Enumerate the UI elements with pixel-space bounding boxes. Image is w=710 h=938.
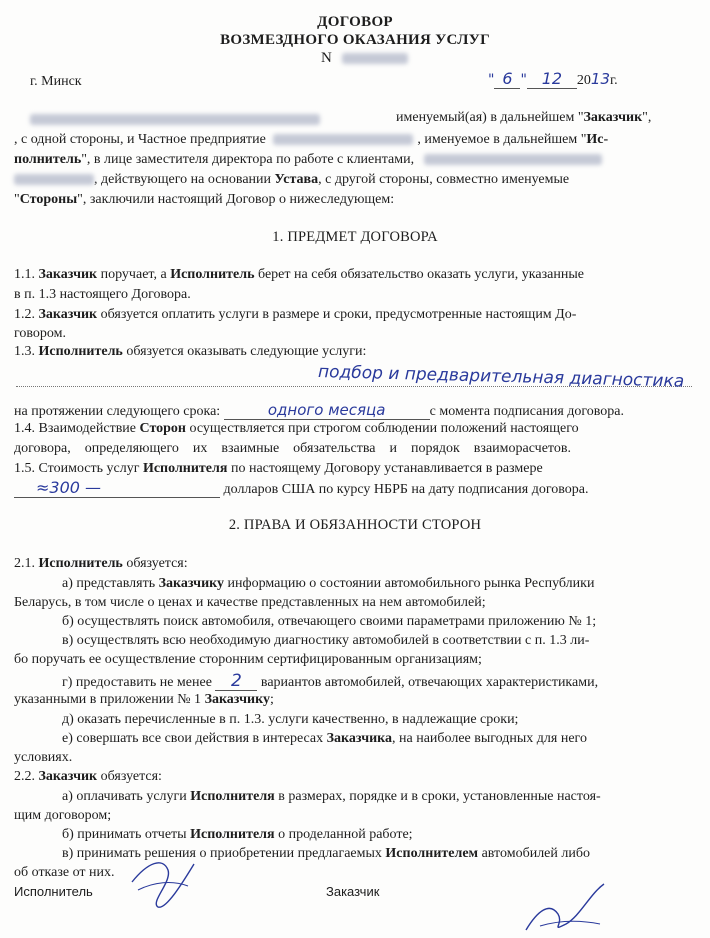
clause-2-2-a-line-2: щим договором; xyxy=(14,808,112,823)
redacted-representative-name xyxy=(424,154,602,165)
parties-line-5: "Стороны", заключили настоящий Договор о нижеследующем: xyxy=(14,192,395,207)
customer-signature-label: Заказчик xyxy=(326,884,380,899)
executor-signature-scribble xyxy=(128,852,198,912)
clause-1-1-line-1: 1.1. Заказчик поручает, а Исполнитель берет на себя обязательство оказать услуги, указанные xyxy=(14,267,584,282)
clause-2-1-d-line-1: г) предоставить не менее 2 вариантов автомобилей, отвечающих характеристиками, xyxy=(62,671,599,691)
redacted-company-name xyxy=(273,134,413,145)
clause-2-1-heading: 2.1. Исполнитель обязуется: xyxy=(14,556,188,571)
clause-1-4-line-1: 1.4. Взаимодействие Сторон осуществляется при строгом соблюдении положений настоящего xyxy=(14,421,579,436)
parties-line-1: именуемый(ая) в дальнейшем "Заказчик", xyxy=(396,110,652,125)
date-month: 12 xyxy=(527,70,577,89)
clause-2-1-f-line-2: условиях. xyxy=(14,750,73,765)
customer-signature-scribble xyxy=(520,880,610,935)
date-year: 13 xyxy=(590,70,610,88)
variants-count-handwritten: 2 xyxy=(215,672,257,691)
redacted-number xyxy=(342,53,408,64)
parties-line-4: , действующего на основании Устава, с другой стороны, совместно именуемые xyxy=(14,171,569,189)
clause-2-1-a-line-1: а) представлять Заказчику информацию о состоянии автомобильного рынка Республики xyxy=(62,576,595,591)
clause-2-2-b: б) принимать отчеты Исполнителя о проделанной работе; xyxy=(62,827,413,842)
clause-2-2-c-line-2: об отказе от них. xyxy=(14,865,115,880)
redacted-customer-name xyxy=(30,114,320,125)
clause-1-4-line-2: договора, определяющего их взаимные обязательства и порядок взаиморасчетов. xyxy=(14,441,571,456)
contract-date: " 6 " 12 2013г. xyxy=(488,69,618,88)
term-line: на протяжении следующего срока: одного месяца с момента подписания договора. xyxy=(14,401,625,419)
term-handwritten: одного месяца xyxy=(224,401,430,420)
doc-title-line2: ВОЗМЕЗДНОГО ОКАЗАНИЯ УСЛУГ xyxy=(220,32,490,48)
clause-2-1-d-line-2: указанными в приложении № 1 Заказчику; xyxy=(14,692,274,707)
contract-number-label: N xyxy=(321,50,408,67)
clause-2-1-c-line-2: бо поручать ее осуществление сторонним сертифицированным организациям; xyxy=(14,652,482,667)
parties-line-2: , с одной стороны, и Частное предприятие , именуемое в дальнейшем "Ис- xyxy=(14,132,609,147)
clause-1-5-line-2: ≈300 — долларов США по курсу НБРБ на дату подписания договора. xyxy=(14,479,588,499)
clause-2-1-c-line-1: в) осуществлять всю необходимую диагностику автомобилей в соответствии с п. 1.3 ли- xyxy=(62,633,590,648)
clause-2-1-f-line-1: е) совершать все свои действия в интересах Заказчика, на наиболее выгодных для него xyxy=(62,731,587,746)
city: г. Минск xyxy=(30,74,82,89)
clause-2-1-b: б) осуществлять поиск автомобиля, отвечающего своими параметрами приложению № 1; xyxy=(62,614,597,629)
services-handwritten: подбор и предварительная диагностика xyxy=(317,362,685,392)
clause-2-2-heading: 2.2. Заказчик обязуется: xyxy=(14,769,162,784)
parties-line-3: полнитель", в лице заместителя директора по работе с клиентами, xyxy=(14,151,602,169)
price-handwritten: ≈300 — xyxy=(14,479,220,498)
clause-2-2-a-line-1: а) оплачивать услуги Исполнителя в размерах, порядке и в сроки, установленные настоя- xyxy=(62,789,601,804)
clause-2-2-c-line-1: в) принимать решения о приобретении предлагаемых Исполнителем автомобилей либо xyxy=(62,846,590,861)
clause-1-2-line-2: говором. xyxy=(14,326,67,341)
redacted-representative-surname xyxy=(14,174,94,185)
clause-1-2-line-1: 1.2. Заказчик обязуется оплатить услуги в размере и сроки, предусмотренные настоящим До- xyxy=(14,307,577,322)
date-day: 6 xyxy=(494,70,520,89)
executor-signature-label: Исполнитель xyxy=(14,884,93,899)
clause-2-1-a-line-2: Беларусь, в том числе о ценах и качестве представленных на нем автомобилей; xyxy=(14,595,486,610)
section-2-heading: 2. ПРАВА И ОБЯЗАННОСТИ СТОРОН xyxy=(228,517,482,533)
doc-title-line1: ДОГОВОР xyxy=(317,14,393,30)
clause-2-1-e: д) оказать перечисленные в п. 1.3. услуги качественно, в надлежащие сроки; xyxy=(62,712,519,727)
clause-1-3-line-1: 1.3. Исполнитель обязуется оказывать следующие услуги: xyxy=(14,344,367,359)
section-1-heading: 1. ПРЕДМЕТ ДОГОВОРА xyxy=(272,229,438,245)
clause-1-1-line-2: в п. 1.3 настоящего Договора. xyxy=(14,287,191,302)
clause-1-5-line-1: 1.5. Стоимость услуг Исполнителя по настоящему Договору устанавливается в размере xyxy=(14,461,543,476)
